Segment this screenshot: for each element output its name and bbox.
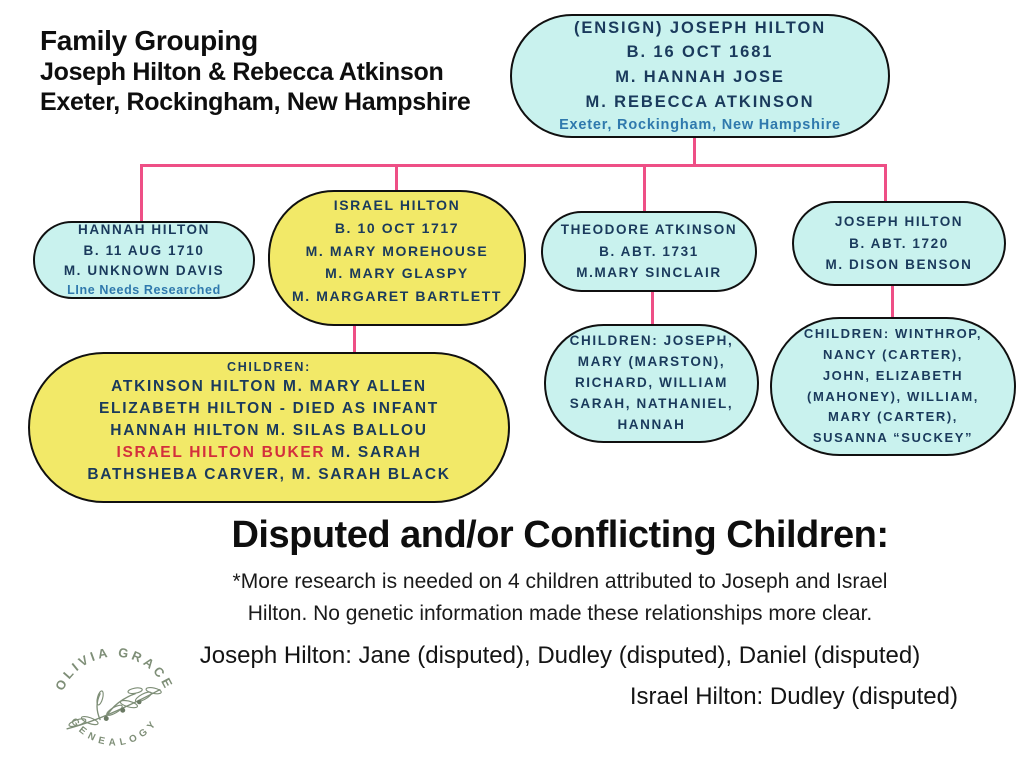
person-marriage: M. MARGARET BARTLETT [291, 288, 503, 304]
child-entry: RICHARD, WILLIAM [574, 375, 729, 391]
child-entry: ELIZABETH HILTON - DIED AS INFANT [99, 400, 439, 418]
children-box-theodore-atkinson [544, 324, 759, 443]
children-heading: CHILDREN: [226, 359, 312, 374]
person-name: JOSEPH HILTON [834, 214, 964, 230]
person-research-note: LIne Needs Researched [67, 283, 221, 297]
child-entry: MARY (CARTER), [827, 409, 958, 425]
disputed-note-line1: *More research is needed on 4 children attributed to Joseph and Israel [232, 570, 888, 593]
page-subtitle-location: Exeter, Rockingham, New Hampshire [40, 88, 471, 117]
child-entry: HANNAH [617, 416, 686, 432]
child-entry: ATKINSON HILTON M. MARY ALLEN [111, 378, 427, 396]
connector-israel-children [353, 325, 356, 353]
child-entry: BATHSHEBA CARVER, M. SARAH BLACK [87, 466, 451, 484]
child-entry: JOHN, ELIZABETH [822, 367, 964, 383]
child-name-highlight: ISRAEL HILTON BUKER [116, 444, 326, 462]
children-box-israel-hilton [28, 352, 510, 503]
person-birth: B. ABT. 1731 [599, 243, 699, 259]
person-birth: B. ABT. 1720 [849, 235, 949, 251]
children-box-joseph-hilton [770, 317, 1016, 456]
child-entry: NANCY (CARTER), [822, 346, 964, 362]
disputed-children-section [150, 514, 970, 711]
person-marriage: M. DISON BENSON [825, 257, 973, 273]
connector-drop-theodore [643, 164, 646, 213]
child-entry-rest: M. SARAH [325, 444, 422, 462]
child-entry: HANNAH HILTON M. SILAS BALLOU [110, 422, 428, 440]
person-box-hannah-hilton [33, 221, 255, 299]
person-box-ensign-joseph-hilton [510, 14, 890, 138]
child-entry: CHILDREN: JOSEPH, [569, 333, 734, 349]
child-entry: (MAHONEY), WILLIAM, [807, 388, 979, 404]
connector-joseph-children [891, 285, 894, 318]
disputed-heading: Disputed and/or Conflicting Children: [231, 514, 889, 556]
child-entry: SARAH, NATHANIEL, [569, 395, 734, 411]
person-name: THEODORE ATKINSON [560, 222, 738, 238]
person-marriage: M. MARY MOREHOUSE [305, 242, 489, 259]
child-entry: SUSANNA “SUCKEY” [812, 430, 974, 446]
person-birth: B. 10 OCT 1717 [334, 219, 460, 236]
person-box-israel-hilton [268, 190, 526, 326]
connector-theodore-children [651, 291, 654, 325]
child-entry: MARY (MARSTON), [577, 354, 726, 370]
person-location-note: Exeter, Rockingham, New Hampshire [559, 116, 841, 133]
person-marriage: M. MARY GLASPY [325, 265, 469, 282]
person-marriage: M. REBECCA ATKINSON [585, 92, 815, 111]
person-box-theodore-atkinson [541, 211, 757, 292]
logo-arc-bottom-text: GENEALOGY [68, 716, 161, 749]
logo-arc-top-text: OLIVIA GRACE [51, 644, 178, 693]
person-birth: B. 16 OCT 1681 [626, 43, 774, 62]
person-box-joseph-hilton [792, 201, 1006, 286]
olivia-grace-genealogy-logo [42, 634, 187, 768]
connector-drop-joseph [884, 164, 887, 203]
person-marriage: M.MARY SINCLAIR [576, 265, 722, 281]
disputed-joseph-line: Joseph Hilton: Jane (disputed), Dudley (disputed), Daniel (disputed) [199, 642, 921, 669]
connector-top-stub [693, 137, 696, 166]
page-title: Family Grouping [40, 25, 258, 56]
person-marriage: M. UNKNOWN DAVIS [63, 262, 225, 278]
person-name: HANNAH HILTON [77, 222, 211, 238]
child-entry-highlighted [116, 442, 421, 464]
connector-drop-israel [395, 164, 398, 192]
disputed-note-line2: Hilton. No genetic information made these relationships more clear. [247, 601, 873, 625]
person-birth: B. 11 AUG 1710 [83, 242, 205, 258]
disputed-note [150, 566, 970, 629]
connector-horizontal [140, 164, 887, 167]
person-name: ISRAEL HILTON [333, 197, 461, 214]
person-marriage: M. HANNAH JOSE [615, 68, 785, 87]
page-subtitle-couple: Joseph Hilton & Rebecca Atkinson [40, 57, 444, 86]
connector-drop-hannah [140, 164, 143, 221]
disputed-israel-line: Israel Hilton: Dudley (disputed) [629, 683, 958, 710]
page-header [40, 26, 471, 118]
person-name: (ENSIGN) JOSEPH HILTON [573, 18, 827, 37]
child-entry: CHILDREN: WINTHROP, [803, 326, 983, 342]
